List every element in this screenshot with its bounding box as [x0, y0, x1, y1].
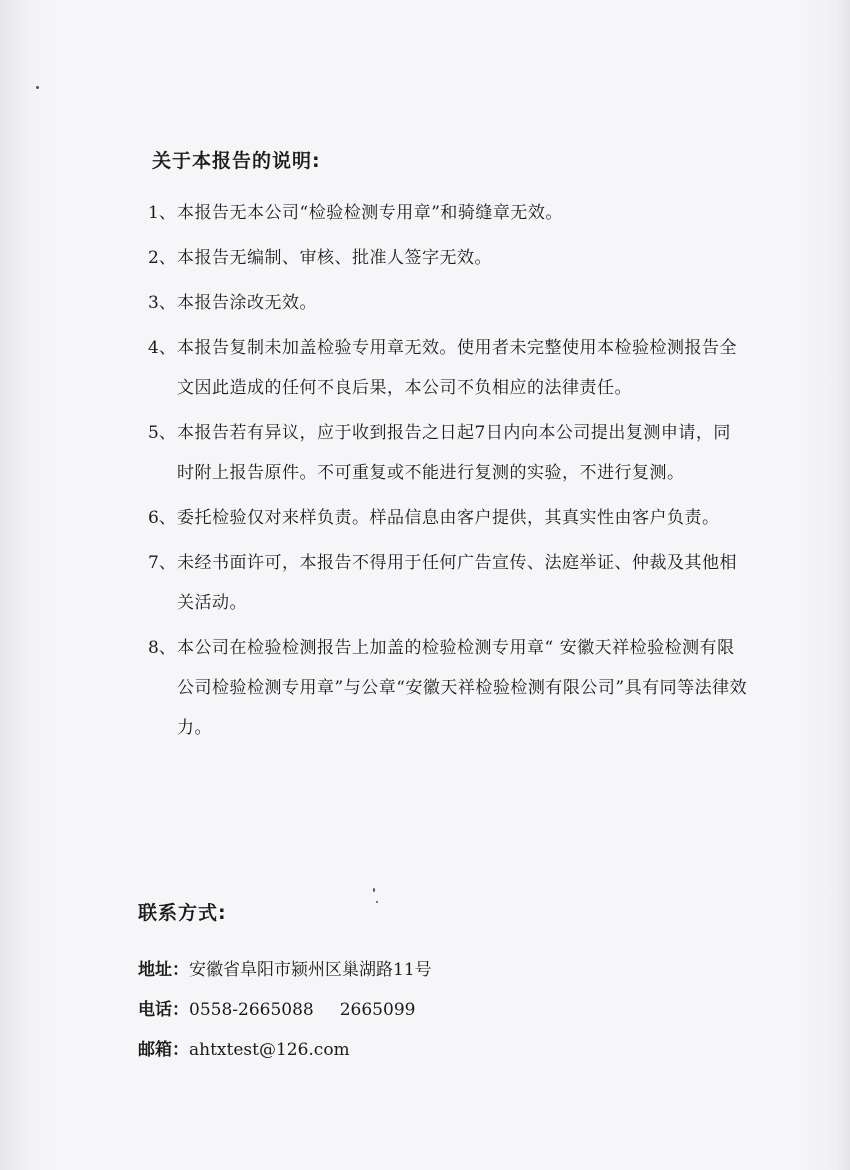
note-item [148, 413, 748, 493]
note-item [148, 628, 748, 748]
note-text: 本公司在检验检测报告上加盖的检验检测专用章“ 安徽天祥检验检测有限公司检验检测专用章”与公章“安徽天祥检验检测有限公司”具有同等法律效力。 [177, 638, 748, 738]
note-item [148, 283, 748, 323]
note-number: 2、 [148, 248, 176, 268]
note-text: 本报告涂改无效。 [177, 293, 317, 313]
note-item [148, 543, 748, 623]
email-value: ahtxtest@126.com [189, 1040, 350, 1060]
address-label: 地址： [138, 960, 189, 980]
notes-heading: 关于本报告的说明: [152, 150, 321, 172]
note-number: 6、 [148, 508, 176, 528]
address-row [138, 950, 432, 990]
phone-value: 0558-2665088 [189, 1000, 314, 1020]
phone-extra-value: 2665099 [339, 1000, 416, 1020]
address-value: 安徽省阜阳市颍州区巢湖路11号 [189, 960, 432, 980]
note-text: 本报告无本公司“检验检测专用章”和骑缝章无效。 [177, 203, 563, 223]
phone-row [138, 990, 432, 1030]
note-text: 本报告复制未加盖检验专用章无效。使用者未完整使用本检验检测报告全文因此造成的任何不良后果，本公司不负相应的法律责任。 [177, 338, 737, 398]
note-text: 本报告若有异议，应于收到报告之日起7日内向本公司提出复测申请，同时附上报告原件。不可重复或不能进行复测的实验，不进行复测。 [177, 423, 731, 483]
note-number: 4、 [148, 338, 176, 358]
note-text: 委托检验仅对来样负责。样品信息由客户提供，其真实性由客户负责。 [177, 508, 720, 528]
scan-speck [376, 901, 378, 903]
notes-list [148, 193, 748, 753]
contact-block [138, 950, 432, 1070]
note-item [148, 328, 748, 408]
contact-heading: 联系方式: [138, 902, 227, 924]
note-item [148, 498, 748, 538]
phone-label: 电话： [138, 1000, 189, 1020]
scan-speck [36, 86, 39, 89]
note-number: 7、 [148, 553, 176, 573]
note-item [148, 238, 748, 278]
note-number: 5、 [148, 423, 176, 443]
email-row [138, 1030, 432, 1070]
email-label: 邮箱： [138, 1040, 189, 1060]
note-number: 1、 [148, 203, 176, 223]
scan-speck [373, 888, 375, 892]
note-item [148, 193, 748, 233]
note-text: 未经书面许可，本报告不得用于任何广告宣传、法庭举证、仲裁及其他相关活动。 [177, 553, 737, 613]
note-number: 8、 [148, 638, 176, 658]
note-text: 本报告无编制、审核、批准人签字无效。 [177, 248, 492, 268]
note-number: 3、 [148, 293, 176, 313]
